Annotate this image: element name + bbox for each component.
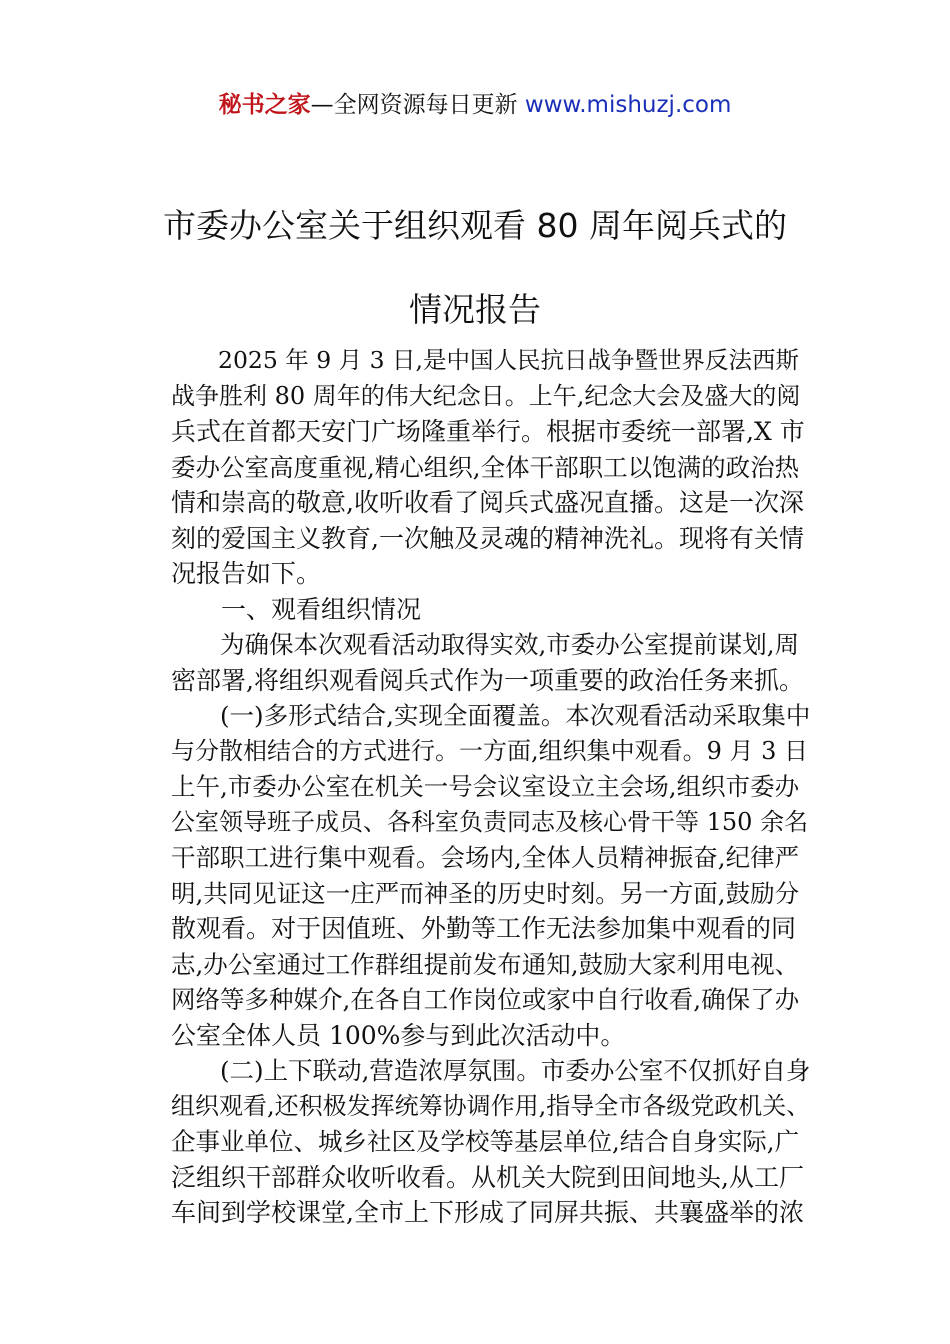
site-url-link[interactable]: www.mishuzj.com: [524, 92, 732, 118]
body-text-line: 散观看。对于因值班、外勤等工作无法参加集中观看的同: [171, 914, 797, 943]
body-text-line: 志,办公室通过工作群组提前发布通知,鼓励大家利用电视、: [171, 949, 800, 979]
body-text-line: 明,共同见证这一庄严而神圣的历史时刻。另一方面,鼓励分: [171, 878, 800, 908]
title-line-2: 情况报告: [409, 290, 541, 329]
body-text-line: 密部署,将组织观看阅兵式作为一项重要的政治任务来抓。: [171, 665, 804, 695]
brand-name: 秘书之家: [218, 92, 311, 118]
body-text-line: 战争胜利 80 周年的伟大纪念日。上午,纪念大会及盛大的阅: [171, 381, 801, 410]
body-text-line: (二)上下联动,营造浓厚氛围。市委办公室不仅抓好自身: [171, 1056, 811, 1085]
body-text-line: 泛组织干部群众收听收看。从机关大院到田间地头,从工厂: [171, 1162, 804, 1192]
body-text-line: 组织观看,还积极发挥统筹协调作用,指导全市各级党政机关、: [171, 1091, 811, 1120]
site-header: [0, 88, 950, 122]
body-text-line: 况报告如下。: [171, 559, 322, 588]
body-text-line: 一、观看组织情况: [171, 594, 422, 624]
body-text-line: 2025 年 9 月 3 日,是中国人民抗日战争暨世界反法西斯: [171, 346, 800, 374]
body-text-line: 刻的爱国主义教育,一次触及灵魂的精神洗礼。现将有关情: [171, 523, 804, 553]
body-text-line: 与分散相结合的方式进行。一方面,组织集中观看。9 月 3 日: [171, 736, 809, 765]
body-text-line: 公室全体人员 100%参与到此次活动中。: [171, 1020, 626, 1050]
body-text-line: 兵式在首都天安门广场隆重举行。根据市委统一部署,X 市: [171, 417, 805, 446]
body-text-line: 上午,市委办公室在机关一号会议室设立主会场,组织市委办: [171, 772, 800, 801]
title-line-1: 市委办公室关于组织观看 80 周年阅兵式的: [163, 206, 787, 245]
body-text-line: 委办公室高度重视,精心组织,全体干部职工以饱满的政治热: [171, 452, 800, 482]
document-body: [171, 343, 811, 1231]
body-text-line: 干部职工进行集中观看。会场内,全体人员精神振奋,纪律严: [171, 843, 800, 872]
body-text-line: 车间到学校课堂,全市上下形成了同屏共振、共襄盛举的浓: [171, 1198, 804, 1227]
header-tagline: —全网资源每日更新: [310, 92, 518, 118]
body-text-line: (一)多形式结合,实现全面覆盖。本次观看活动采取集中: [171, 701, 811, 730]
body-text-line: 公室领导班子成员、各科室负责同志及核心骨干等 150 余名: [171, 807, 809, 836]
body-text-line: 为确保本次观看活动取得实效,市委办公室提前谋划,周: [171, 630, 800, 659]
body-text-line: 网络等多种媒介,在各自工作岗位或家中自行收看,确保了办: [171, 985, 800, 1014]
document-title: [0, 184, 950, 352]
body-text-line: 企事业单位、城乡社区及学校等基层单位,结合自身实际,广: [171, 1127, 800, 1156]
body-text-line: 情和崇高的敬意,收听收看了阅兵式盛况直播。这是一次深: [171, 488, 804, 517]
